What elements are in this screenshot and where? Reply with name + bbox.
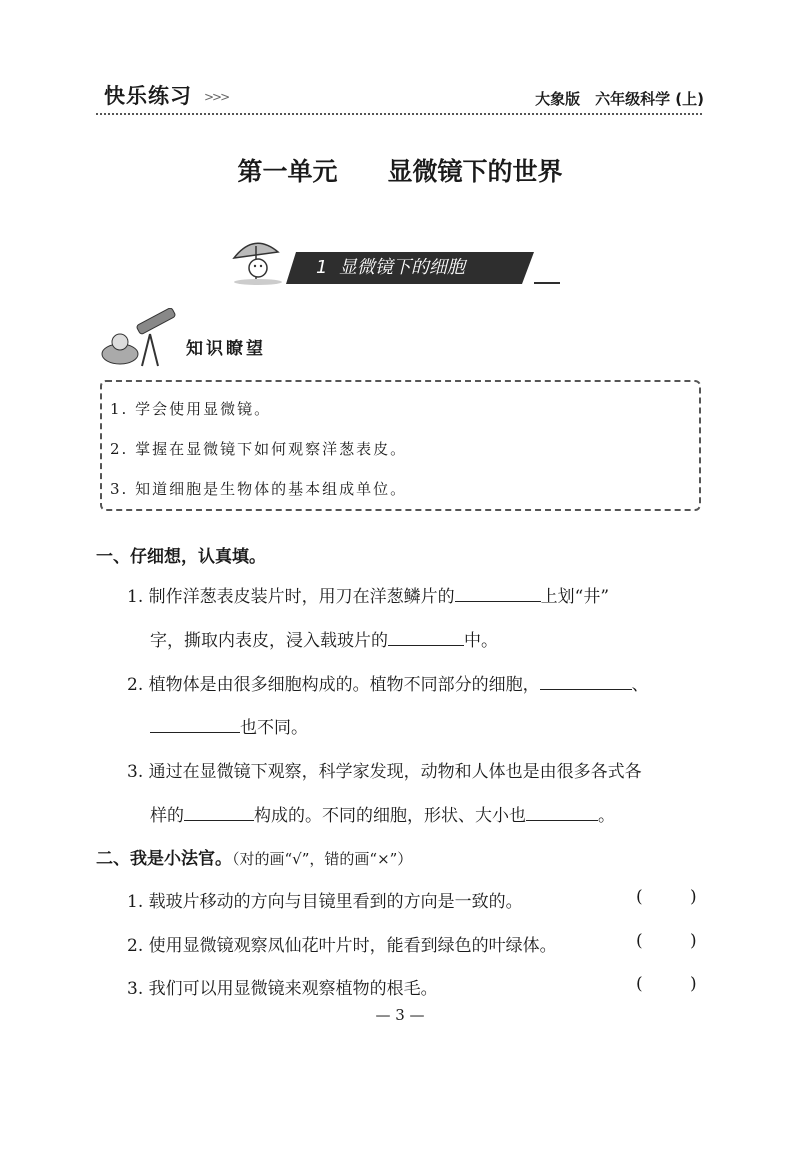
question-2-line-1: 2. 植物体是由很多细胞构成的。植物不同部分的细胞， 、 bbox=[127, 675, 649, 695]
answer-paren-close[interactable]: ) bbox=[690, 931, 697, 951]
answer-paren-open[interactable]: ( bbox=[636, 931, 643, 951]
question-3-line-2: 样的 构成的。不同的细胞，形状、大小也 。 bbox=[150, 806, 615, 826]
lesson-title: 1 显微镜下的细胞 bbox=[316, 257, 465, 278]
question-3-line-1: 3. 通过在显微镜下观察，科学家发现，动物和人体也是由很多各式各 bbox=[127, 762, 642, 782]
question-1-line-2: 字，撕取内表皮，浸入载玻片的 中。 bbox=[150, 631, 498, 651]
fill-blank[interactable] bbox=[526, 804, 598, 821]
question-2-line-2: 也不同。 bbox=[150, 713, 308, 738]
answer-paren-close[interactable]: ) bbox=[690, 974, 697, 994]
fill-blank[interactable] bbox=[388, 629, 464, 646]
judge-item: 1. 载玻片移动的方向与目镜里看到的方向是一致的。 bbox=[127, 892, 523, 912]
answer-paren-open[interactable]: ( bbox=[636, 974, 643, 994]
section-2-title: 二、我是小法官。（对的画“√”，错的画“×”） bbox=[96, 849, 413, 869]
section-2-instruction: （对的画“√”，错的画“×”） bbox=[232, 850, 413, 868]
answer-paren-close[interactable]: ) bbox=[690, 887, 697, 907]
book-edition: 大象版 六年级科学 (上) bbox=[535, 90, 704, 108]
section-1-title: 一、仔细想，认真填。 bbox=[96, 547, 266, 567]
fill-blank[interactable] bbox=[150, 716, 240, 733]
knowledge-item: 1. 学会使用显微镜。 bbox=[110, 400, 272, 418]
knowledge-title: 知识瞭望 bbox=[186, 339, 266, 359]
judge-item: 2. 使用显微镜观察凤仙花叶片时，能看到绿色的叶绿体。 bbox=[127, 936, 557, 956]
cartoon-umbrella-icon bbox=[228, 234, 288, 286]
header-title: 快乐练习 bbox=[104, 84, 192, 108]
lesson-banner-tail bbox=[534, 282, 560, 284]
fill-blank[interactable] bbox=[184, 804, 254, 821]
unit-title: 第一单元 显微镜下的世界 bbox=[237, 157, 563, 186]
chevron-decoration-icon: >>> bbox=[204, 90, 229, 104]
knowledge-item: 2. 掌握在显微镜下如何观察洋葱表皮。 bbox=[110, 440, 408, 458]
header-divider bbox=[96, 113, 702, 115]
page-number: — 3 — bbox=[375, 1006, 425, 1024]
judge-item: 3. 我们可以用显微镜来观察植物的根毛。 bbox=[127, 979, 438, 999]
knowledge-item: 3. 知道细胞是生物体的基本组成单位。 bbox=[110, 480, 408, 498]
fill-blank[interactable] bbox=[455, 585, 541, 602]
question-1-line-1: 1. 制作洋葱表皮装片时，用刀在洋葱鳞片的 上划“井” bbox=[127, 587, 610, 607]
answer-paren-open[interactable]: ( bbox=[636, 887, 643, 907]
telescope-icon bbox=[98, 308, 184, 370]
fill-blank[interactable] bbox=[540, 673, 632, 690]
